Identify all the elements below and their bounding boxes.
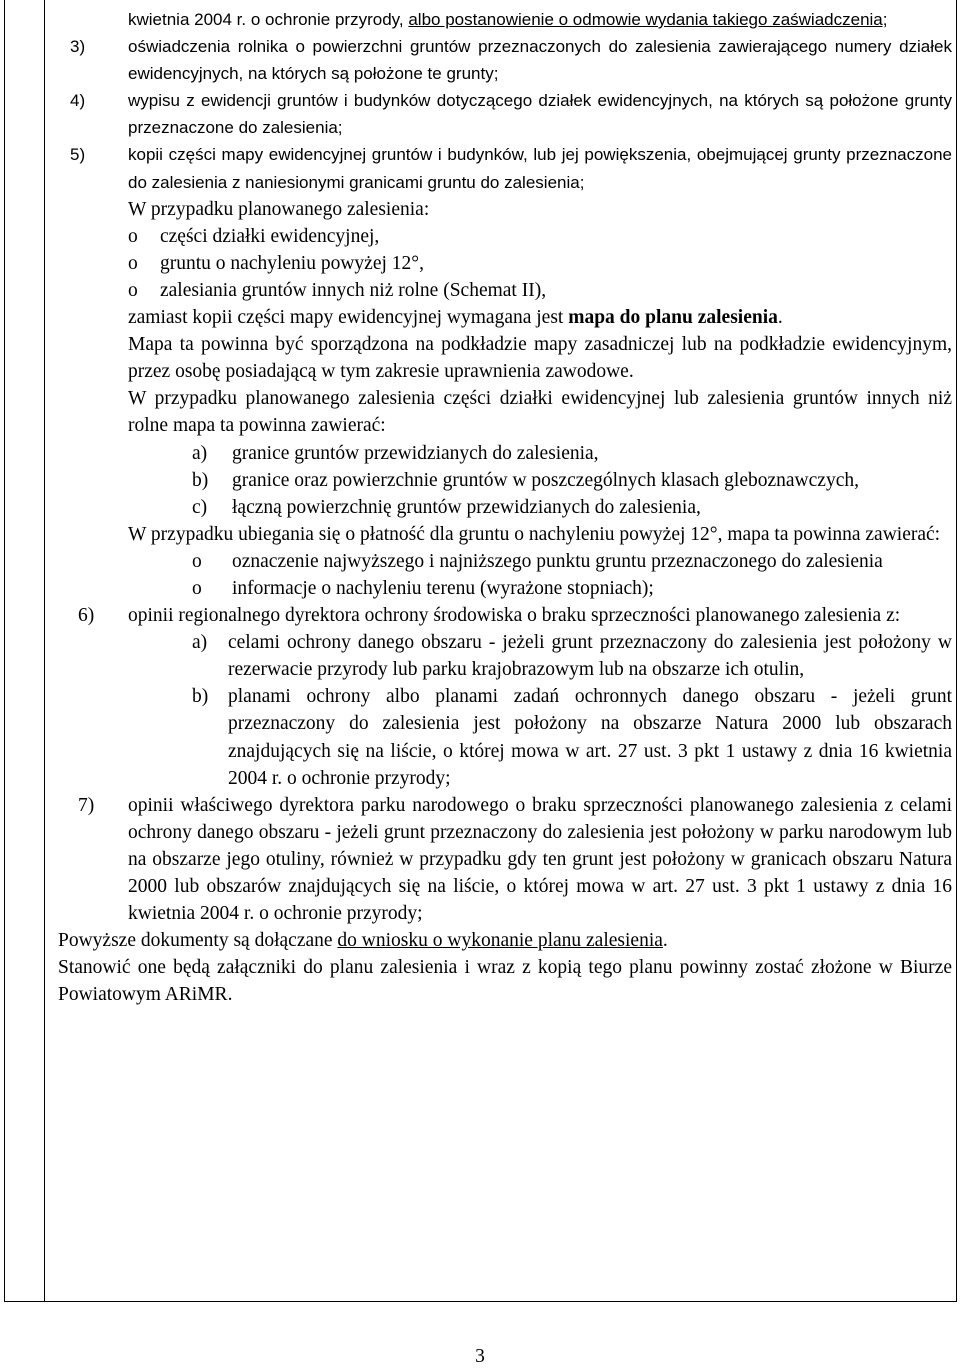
- list-item-text: opinii właściwego dyrektora parku narodowego o braku sprzeczności planowanego zalesienia z celami ochrony danego obszaru - jeżeli grunt przeznaczony do zalesienia jest położony w parku narodowym lub na obszarze jego otuliny, również w przypadku gdy ten grunt jest położony w granicach obszaru Natura 2000 lub obszarów znajdujących się na liście, o której mowa w art. 27 ust. 3 pkt 1 ustawy z dnia 16 kwietnia 2004 r. o ochronie przyrody;: [128, 794, 952, 925]
- bullet-marker: o: [128, 225, 138, 247]
- case2-item: [58, 494, 952, 521]
- bullet-text: informacje o nachyleniu terenu (wyrażone stopniach);: [232, 577, 654, 599]
- list-item-number: 3): [70, 37, 86, 57]
- footer-paragraph-1: [58, 927, 952, 954]
- footer-text-end: .: [662, 930, 668, 952]
- item6-sub: [58, 629, 952, 683]
- list-item-text: kopii części mapy ewidencyjnej gruntów i budynków, lub jej powiększenia, obejmującej grunty przeznaczone do zalesienia z naniesionymi granicami gruntu do zalesienia;: [128, 145, 952, 192]
- footer-text: Powyższe dokumenty są dołączane: [58, 930, 338, 952]
- case1-after-text: zamiast kopii części mapy ewidencyjnej wymagana jest: [128, 307, 569, 329]
- alpha-marker: b): [192, 469, 209, 491]
- page-number: 3: [475, 1346, 485, 1367]
- footer-underlined-text: do wniosku o wykonanie planu zalesienia: [337, 930, 663, 952]
- case3-bullet: [58, 575, 952, 602]
- case1-after: [58, 304, 952, 331]
- alpha-marker: b): [192, 686, 209, 708]
- case2-item: [58, 467, 952, 494]
- list-item-text: wypisu z ewidencji gruntów i budynków dotyczącego działek ewidencyjnych, na których są położone grunty przeznaczone do zalesienia;: [128, 91, 952, 138]
- case1-bullet: [58, 277, 952, 304]
- case3-intro: W przypadku ubiegania się o płatność dla gruntu o nachyleniu powyżej 12°, mapa ta powinna zawierać:: [128, 523, 941, 545]
- alpha-marker: c): [192, 496, 208, 518]
- bullet-text: gruntu o nachyleniu powyżej 12°,: [160, 252, 424, 274]
- footer-paragraph-2: Stanowić one będą załączniki do planu zalesienia i wraz z kopią tego planu powinny zostać złożone w Biurze Powiatowym ARiMR.: [58, 957, 952, 1006]
- column-divider: [44, 0, 45, 1302]
- document-body: [58, 6, 952, 1008]
- case1-after-end: .: [777, 307, 783, 329]
- case2-intro: W przypadku planowanego zalesienia części działki ewidencyjnej lub zalesienia gruntów innych niż rolne mapa ta powinna zawierać:: [128, 388, 952, 437]
- case1-after2: Mapa ta powinna być sporządzona na podkładzie mapy zasadniczej lub na podkładzie ewidencyjnym, przez osobę posiadającą w tym zakresie uprawnienia zawodowe.: [128, 334, 952, 383]
- list-item-number: 5): [70, 145, 86, 165]
- bold-term: mapa do planu zalesienia: [568, 307, 778, 329]
- list-item-7: [58, 792, 952, 927]
- list-item-5: [58, 141, 952, 195]
- item6-sub: [58, 683, 952, 791]
- alpha-marker: a): [192, 632, 208, 654]
- bullet-text: części działki ewidencyjnej,: [160, 225, 380, 247]
- list-item-4: [58, 87, 952, 141]
- alpha-text: planami ochrony albo planami zadań ochronnych danego obszaru - jeżeli grunt przeznaczony do zalesienia jest położony na obszarze Natura 2000 lub obszarach znajdujących się na liście, o której mowa w art. 27 ust. 3 pkt 1 ustawy z dnia 16 kwietnia 2004 r. o ochronie przyrody;: [228, 686, 952, 789]
- list-item-6: [58, 602, 952, 629]
- case3-bullet: [58, 548, 952, 575]
- list-item-3: [58, 33, 952, 87]
- alpha-text: łączną powierzchnię gruntów przewidzianych do zalesienia,: [232, 496, 701, 518]
- case1-intro: W przypadku planowanego zalesienia:: [128, 198, 430, 220]
- list-item-text: opinii regionalnego dyrektora ochrony środowiska o braku sprzeczności planowanego zalesienia z:: [128, 605, 901, 627]
- bullet-marker: o: [128, 279, 138, 301]
- case1-bullet: [58, 223, 952, 250]
- bullet-text: oznaczenie najwyższego i najniższego punktu gruntu przeznaczonego do zalesienia: [232, 550, 883, 572]
- intro-paragraph: [58, 6, 952, 33]
- bullet-marker: o: [192, 577, 202, 599]
- case2-item: [58, 440, 952, 467]
- alpha-text: granice oraz powierzchnie gruntów w poszczególnych klasach gleboznawczych,: [232, 469, 859, 491]
- alpha-text: celami ochrony danego obszaru - jeżeli grunt przeznaczony do zalesienia jest położony w rezerwacie przyrody lub parku krajobrazowym lub na obszarze ich otulin,: [228, 632, 952, 681]
- intro-text: kwietnia 2004 r. o ochronie przyrody,: [128, 10, 409, 29]
- alpha-marker: a): [192, 442, 208, 464]
- alpha-text: granice gruntów przewidzianych do zalesienia,: [232, 442, 599, 464]
- intro-underlined-text: albo postanowienie o odmowie wydania takiego zaświadczenia;: [408, 10, 888, 29]
- bullet-marker: o: [192, 550, 202, 572]
- list-item-text: oświadczenia rolnika o powierzchni gruntów przeznaczonych do zalesienia zawierającego numery działek ewidencyjnych, na których są położone te grunty;: [128, 37, 952, 84]
- case1-bullet: [58, 250, 952, 277]
- bullet-marker: o: [128, 252, 138, 274]
- list-item-number: 6): [78, 605, 95, 627]
- list-item-number: 4): [70, 91, 86, 111]
- list-item-number: 7): [78, 794, 95, 816]
- bullet-text: zalesiania gruntów innych niż rolne (Schemat II),: [160, 279, 547, 301]
